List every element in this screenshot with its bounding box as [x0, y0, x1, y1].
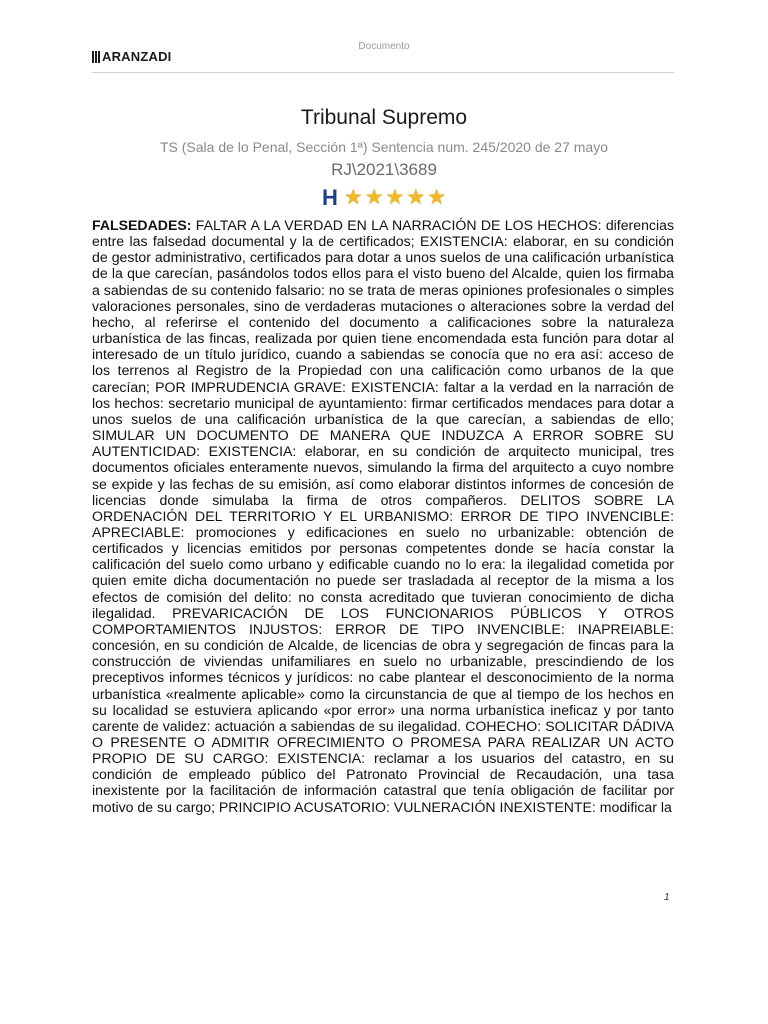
document-reference: RJ\2021\3689: [331, 160, 437, 179]
star-icon: ★: [427, 186, 447, 209]
summary-body: FALTAR A LA VERDAD EN LA NARRACIÓN DE LOS HECHOS: diferencias entre las falsedad documental y la de certificados; EXISTENCIA: elaborar, en su condición de gestor administrativo, certificados para dotar a unos suelos de una calificación urbanística de la que carecían, pasándolos todos ellos para el visto bueno del Alcalde, quien los firmaba a sabiendas de su contenido falsario: no se trata de meras opiniones profesionales o simples valoraciones personales, sino de verdaderas mutaciones o alteraciones sobre la verdad del hecho, al referirse el contenido del documento a calificaciones sobre la naturaleza urbanística de las fincas, realizada por quien tiene encomendada esta función para dotar al interesado de un título jurídico, cuando a sabiendas se conocía que no era así: acceso de los terrenos al Registro de la Propiedad con una calificación como urbanos de la que carecían; POR IMPRUDENCIA GRAVE: EXISTENCIA: faltar a la verdad en la narración de los hechos: secretario municipal de ayuntamiento: firmar certificados mendaces para dotar a unos suelos de una calificación urbanística de la que carecían, a sabiendas de ello; SIMULAR UN DOCUMENTO DE MANERA QUE INDUZCA A ERROR SOBRE SU AUTENTICIDAD: EXISTENCIA: elaborar, en su condición de arquitecto municipal, tres documentos oficiales enteramente nuevos, simulando la firma del arquitecto a cuyo nombre se expide y las fechas de su emisión, así como elaborar distintos informes de concesión de licencias donde simulaba la firma de otros compañeros. DELITOS SOBRE LA ORDENACIÓN DEL TERRITORIO Y EL URBANISMO: ERROR DE TIPO INVENCIBLE: APRECIABLE: promociones y edificaciones en suelo no urbanizable: obtención de certificados y licencias emitidos por personas competentes donde se hacía constar la calificación del suelo como urbano y edificable cuando no lo era: la ilegalidad cometida por quien emite dicha documentación no puede ser trasladada al receptor de la misma a los efectos de comisión del delito: no consta acreditado que tuvieran conocimiento de dicha ilegalidad. PREVARICACIÓN DE LOS FUNCIONARIOS PÚBLICOS Y OTROS COMPORTAMIENTOS INJUSTOS: ERROR DE TIPO INVENCIBLE: INAPREIABLE: concesión, en su condición de Alcalde, de licencias de obra y segregación de fincas para la construcción de viviendas unifamiliares en suelo no urbanizable, prescindiendo de los preceptivos informes técnicos y jurídicos: no cabe plantear el desconocimiento de la norma urbanística «realmente aplicable» como la circunstancia de que al tiempo de los hechos en su localidad se estuviera aplicando «por error» una norma urbanística ineficaz y por tanto carente de validez: actuación a sabiendas de su ilegalidad. COHECHO: SOLICITAR DÁDIVA O PRESENTE O ADMITIR OFRECIMIENTO O PROMESA PARA REALIZAR UN ACTO PROPIO DE SU CARGO: EXISTENCIA: reclamar a los usuarios del catastro, en su condición de empleado público del Patronato Provincial de Recaudación, una tasa inexistente por la facilitación de información catastral que tenía obligación de facilitar por motivo de su cargo; PRINCIPIO ACUSATORIO: VULNERACIÓN INEXISTENTE: modificar la: [92, 217, 674, 815]
header-divider: [92, 72, 674, 73]
document-subtitle: TS (Sala de lo Penal, Sección 1ª) Sentencia num. 245/2020 de 27 mayo: [159, 139, 608, 155]
document-header-label: Documento: [358, 41, 410, 52]
document-title: Tribunal Supremo: [300, 106, 468, 129]
summary-lead: FALSEDADES:: [92, 217, 192, 233]
star-icon: ★: [364, 186, 384, 209]
logo-bars-icon: [92, 51, 100, 63]
h-badge-icon: H: [321, 185, 338, 210]
document-summary: [92, 217, 674, 815]
star-icon: ★: [406, 186, 426, 209]
page-number: 1: [664, 892, 670, 903]
aranzadi-logo: [92, 50, 171, 64]
rating-row: [0, 186, 768, 210]
logo-text: ARANZADI: [102, 49, 172, 64]
star-icon: ★: [385, 186, 405, 209]
star-icon: ★: [343, 186, 363, 209]
